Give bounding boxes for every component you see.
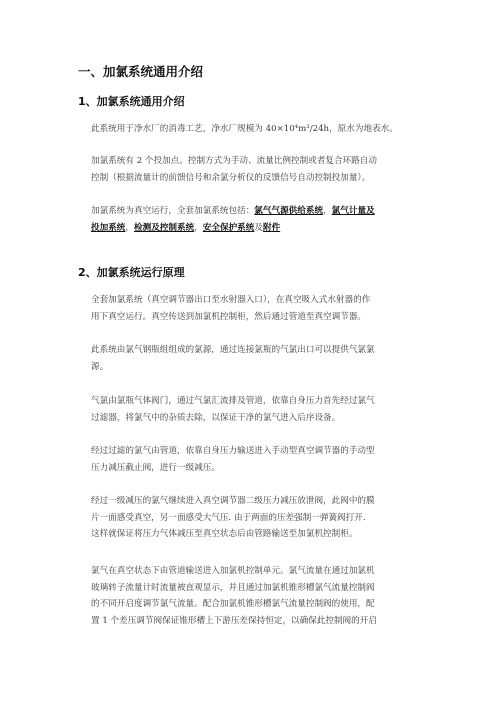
link-detection-control-system[interactable]: 检测及控制系统 (134, 222, 195, 233)
link-safety-protection-system[interactable]: 安全保护系统 (202, 222, 255, 233)
text-line: 源。 (91, 361, 109, 372)
text-line: 的不同开启度调节氯气流量。配合加氯机锥形槽氯气流量控制阀的使用，配 (91, 599, 375, 609)
section-1-paragraph-1 (91, 121, 421, 138)
separator: ， (194, 222, 203, 233)
section-1-paragraph-3 (91, 203, 421, 236)
section-2-paragraph-3 (91, 393, 421, 426)
section-2-paragraph-1 (91, 292, 421, 325)
separator: 及 (254, 222, 263, 233)
text-line: 压力减压截止阀，进行一级减压。 (91, 462, 220, 473)
link-chlorine-metering-system-cont[interactable]: 投加系统 (91, 222, 126, 233)
heading-1: 一、加氯系统通用介绍 (78, 64, 204, 79)
text-line: 这样就保证将压力气体减压至真空状态后由管路输送至加氯机控制柜。 (91, 529, 358, 539)
text-line: 全套加氯系统（真空调节器出口至水射器入口），在真空吸入式水射器的作 (91, 295, 371, 305)
section-2-paragraph-6 (91, 563, 421, 629)
text-line: 过滤器，将氯气中的杂质去除，以保证干净的氯气进入后序设备。 (91, 412, 341, 423)
text-line: 气氯由氯瓶气体阀门，通过气氯汇流排及管道，依靠自身压力首先经过氯气 (91, 396, 375, 406)
text-line: 置 1 个差压调节阀保证锥形槽上下游压差保持恒定，以确保此控制阀的开启 (91, 615, 377, 626)
text-line (91, 203, 421, 220)
text-line: 氯气在真空状态下由管道输送进入加氯机控制单元。氯气流量在通过加氯机 (91, 566, 375, 576)
text-line: 控制（根据流量计的前馈信号和余氯分析仪的反馈信号自动控制投加量）。 (91, 172, 371, 183)
section-2-paragraph-2 (91, 342, 421, 375)
section-1-paragraph-2 (91, 153, 421, 186)
text-line: 用下真空运行。真空传送到加氯机控制柜，然后通过管道至真空调节器。 (91, 311, 367, 322)
section-2-title: 2、加氯系统运行原理 (78, 266, 185, 279)
text-line: 加氯系统有 2 个投加点。控制方式为手动、流量比例控制或者复合环路自动 (91, 156, 377, 166)
text-line (91, 220, 421, 237)
section-2-paragraph-4 (91, 443, 421, 476)
separator: ， (125, 222, 134, 233)
section-1-title: 1、加氯系统通用介绍 (78, 95, 185, 108)
link-accessories[interactable]: 附件 (262, 222, 281, 233)
text-line: 玻璃转子流量计时流量被直观显示，并且通过加氯机锥形槽氯气流量控制阀 (91, 582, 375, 593)
text-line: 此系统用于净水厂的消毒工艺，净水厂规模为 40×10⁴m³/24h，原水为地表水。 (91, 124, 398, 134)
section-2-paragraph-5 (91, 493, 421, 543)
text-line: 片一面感受真空，另一面感受大气压. 由于两面的压差强制一弹簧阀打开. (91, 512, 366, 523)
text-line: 经过过滤的氯气由管道，依靠自身压力输送进入手动型真空调节器的手动型 (91, 446, 375, 456)
components-intro: 加氯系统为真空运行，全套加氯系统包括： (91, 206, 255, 216)
link-chlorine-metering-system[interactable]: 氯气计量及 (331, 206, 375, 216)
link-chlorine-supply-system[interactable]: 氯气气源供给系统 (254, 206, 324, 216)
separator: ， (323, 206, 332, 216)
text-line: 此系统由氯气钢瓶组组成的氯源，通过连接氯瓶的气氯出口可以提供气氯氯 (91, 345, 375, 355)
text-line: 经过一级减压的氯气继续进入真空调节器二级压力减压放泄阀，此阀中的膜 (91, 496, 375, 506)
